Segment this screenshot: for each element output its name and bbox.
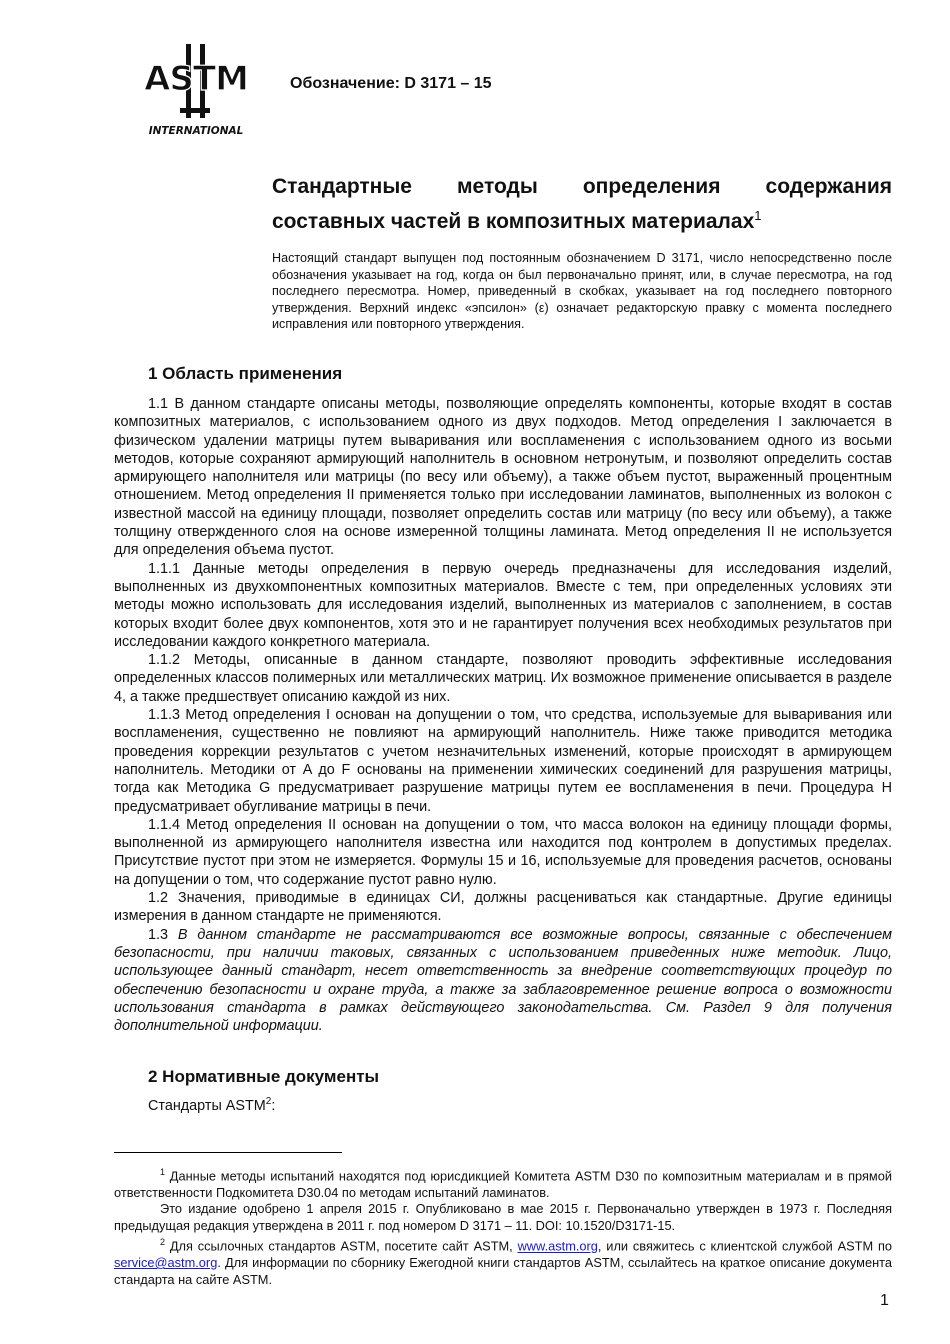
astm-logo-text: ASTM xyxy=(144,59,248,99)
footnote-divider xyxy=(114,1152,342,1153)
designation-note: Настоящий стандарт выпущен под постоянным обозначением D 3171, число непосредственно после обозначения указывает на год, когда он был первоначально принят, или, в случае пересмотра, на год последнего пересмотра. Номер, приведенный в скобках, указывает на год последнего повторного утверждения. Верхний индекс «эпсилон» (ε) означает редакторскую правку с момента последнего исправления или повторного утверждения. xyxy=(272,251,892,331)
footnote-2-text-c: . Для информации по сборнику Ежегодной книги стандартов ASTM, ссылайтесь на краткое описание документа стандарта на сайте ASTM. xyxy=(114,1255,892,1287)
page-number: 1 xyxy=(880,1292,889,1309)
standards-footnote-ref: 2 xyxy=(265,1096,272,1107)
astm-logo-subtext: INTERNATIONAL xyxy=(148,125,244,137)
paragraph-1-2: 1.2 Значения, приводимые в единицах СИ, должны расцениваться как стандартные. Другие единицы измерения в данном стандарте не применяются. xyxy=(114,890,892,925)
paragraph-1-1-1: 1.1.1 Данные методы определения в первую очередь предназначены для исследования изделий, выполненных из двухкомпонентных композитных материалов. Вместе с тем, при определенных условиях эти методы можно использовать для исследования изделий, выполненных из материалов с заполнением, в состав которых входит более двух компонентов, хотя это и не гарантирует получения всех необходимых результатов при исследовании каждого конкретного материала. xyxy=(114,560,892,650)
astm-logo xyxy=(140,38,252,138)
footnote-2 xyxy=(114,1234,892,1288)
paragraph-1-1-2: 1.1.2 Методы, описанные в данном стандарте, позволяют проводить эффективные исследования определенных классов полимерных или металлических матриц. Их возможное применение описывается в разделе 4, а также предшествует описанию каждой из них. xyxy=(114,652,892,705)
standards-label-text: Стандарты ASTM xyxy=(148,1097,266,1114)
paragraph-1-1-4: 1.1.4 Метод определения II основан на допущении о том, что масса волокон на единицу площади формы, выполненной из армирующего наполнителя известна или находится под контролем в допустимых пределах. Присутствие пустот при этом не измеряется. Формулы 15 и 16, используемые для проведения расчетов, основаны на допущении о том, что содержание пустот равно нулю. xyxy=(114,816,892,888)
astm-standards-label xyxy=(148,1096,275,1114)
footnote-1 xyxy=(114,1164,892,1201)
paragraph-1-3 xyxy=(114,926,892,1036)
footnote-1-text: Данные методы испытаний находятся под юрисдикцией Комитета ASTM D30 по композитным материалам и в прямой ответственности Подкомитета D30.04 по методам испытаний ламинатов. xyxy=(114,1168,892,1200)
footnotes xyxy=(114,1164,892,1288)
document-title xyxy=(272,172,892,236)
section-1-heading: 1 Область применения xyxy=(148,364,343,383)
paragraph-1-3-number: 1.3 xyxy=(148,926,169,943)
section-1-body xyxy=(114,395,892,1035)
standards-colon: : xyxy=(271,1097,276,1114)
designation: Обозначение: D 3171 – 15 xyxy=(290,75,492,92)
title-text: Стандартные методы определения содержания составных частей в композитных материалах xyxy=(272,175,892,233)
footnote-1-edition: Это издание одобрено 1 апреля 2015 г. Опубликовано в мае 2015 г. Первоначально утвержден в 1973 г. Последняя предыдущая редакция утверждена в 2011 г. под номером D 3171 – 11. DOI: 10.1520/D3171-15. xyxy=(114,1201,892,1233)
service-email-link[interactable]: service@astm.org xyxy=(114,1255,218,1271)
footnote-2-text-b: , или свяжитесь с клиентской службой ASTM по xyxy=(597,1238,892,1254)
title-footnote-ref: 1 xyxy=(754,208,762,223)
section-2-heading: 2 Нормативные документы xyxy=(148,1067,380,1086)
astm-website-link[interactable]: www.astm.org xyxy=(517,1238,598,1254)
paragraph-1-1: 1.1 В данном стандарте описаны методы, позволяющие определять компоненты, которые входят в состав композитных материалов, с использованием одного из двух подходов. Метод определения I заключается в физическом удалении матрицы путем вываривания или воспламенения с использованием одного из восьми методов, которые сохраняют армирующий наполнитель в основном нетронутым, и позволяют определить состав армирующего наполнителя или матрицы (по весу или объему), а также объем пустот, выраженный процентным отношением. Метод определения II применяется только при исследовании ламинатов, выполненных из волокон с известной массой на единицу площади, позволяет определить состав или матрицу (по весу или объему), а также толщину отвержденного слоя на основе измеренной толщины ламината. Метод определения II не используется для определения объема пустот. xyxy=(114,396,892,559)
paragraph-1-3-text: В данном стандарте не рассматриваются все возможные вопросы, связанные с обеспечением безопасности, при наличии таковых, связанных с использованием приведенных ниже методик. Лицо, использующее данный стандарт, несет ответственность за внедрение соответствующих процедур по обеспечению безопасности и охране труда, а также за заблаговременное решение вопроса о возможности использования стандарта в рамках действующего законодательства. См. Раздел 9 для получения дополнительной информации. xyxy=(114,926,892,1035)
footnote-1-ref: 1 xyxy=(160,1167,166,1177)
footnote-2-ref: 2 xyxy=(160,1237,166,1248)
paragraph-1-1-3: 1.1.3 Метод определения I основан на допущении о том, что средства, используемые для вываривания или воспламенения, существенно не повлияют на армирующий наполнитель. Ниже также приводится методика проведения коррекции результатов с учетом незначительных изменений, которые происходят в армирующем наполнитель. Методики от A до F основаны на применении химических соединений для разрушения матрицы, тогда как Методика G предусматривает разрушение матрицы путем ее воспламенения в печи. Процедура H предусматривает обугливание матрицы в печи. xyxy=(114,707,892,815)
footnote-2-text-a: Для ссылочных стандартов ASTM, посетите сайт ASTM, xyxy=(169,1238,518,1254)
